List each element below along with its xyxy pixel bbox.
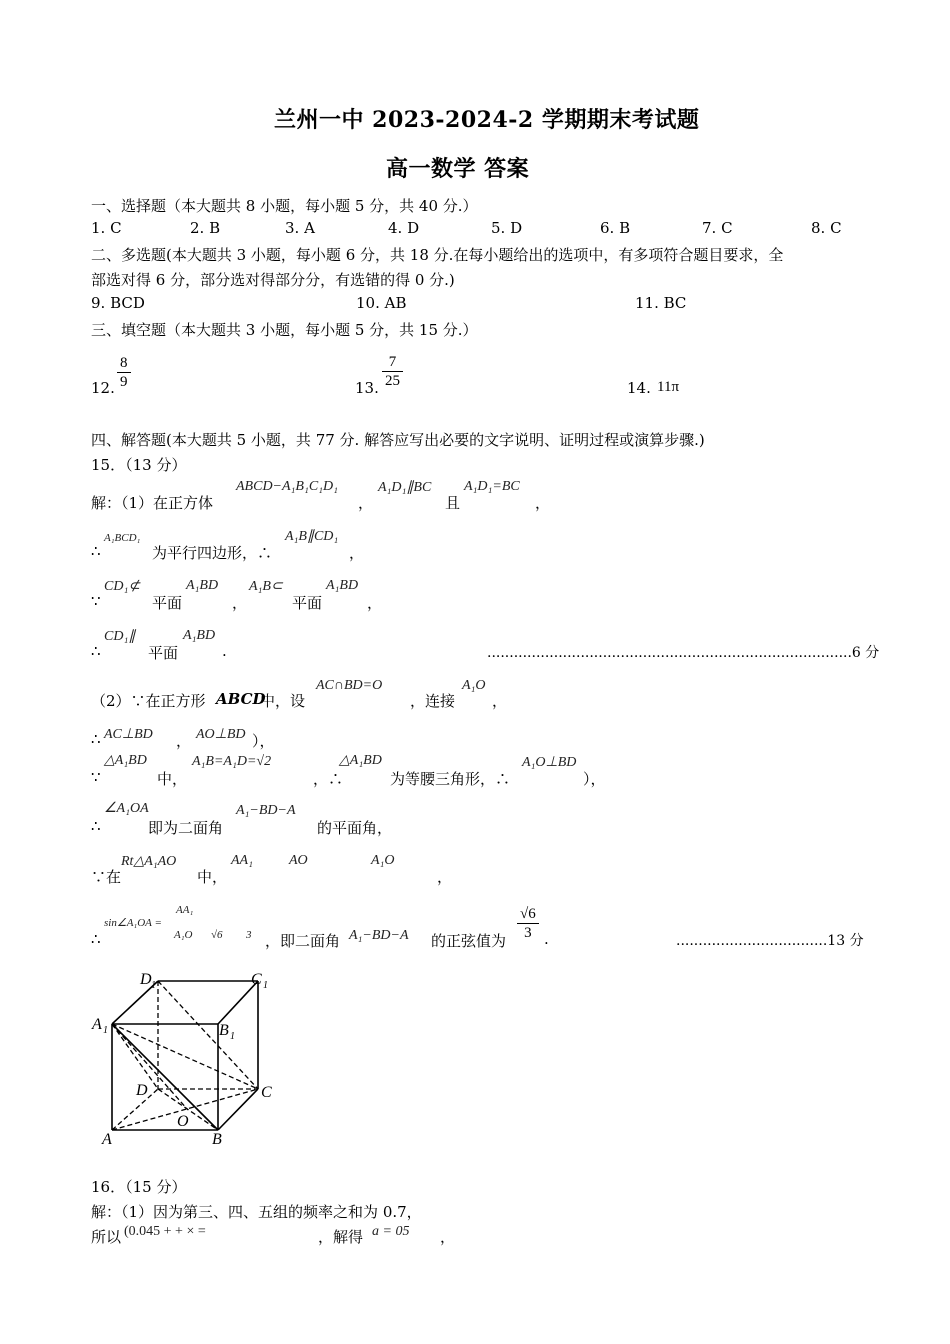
q15-line10-math5: 3 (246, 929, 252, 941)
q15-answer-fraction (517, 905, 539, 942)
answer-6: 6. B (600, 219, 631, 237)
answer-8: 8. C (811, 219, 842, 237)
label-B1-sub: 1 (230, 1031, 235, 1042)
q16-line2-math1: (0.045 + + × = (124, 1224, 206, 1239)
section2-heading-line1: 二、多选题(本大题共 3 小题，每小题 6 分，共 18 分.在每小题给出的选项中，有多项符合题目要求，全 (91, 246, 784, 264)
q15-line4-therefore: ∴ (91, 642, 101, 660)
q15-line3-comma: ， (232, 594, 248, 612)
q15-line5-connect: ，连接 (410, 692, 456, 710)
q15-line10-score: ..................................13 分 (676, 933, 864, 949)
q15-line5-square: ABCD (216, 690, 266, 708)
q16-line2-math2: a = 05 (372, 1224, 410, 1239)
edge-A-D (112, 1089, 158, 1130)
q15-line9-in: 中， (197, 868, 228, 886)
q15-line5-end: ， (492, 692, 508, 710)
q15-line2-end: ， (349, 544, 365, 562)
q15-line2-math2: A₁B∥CD₁ (285, 529, 339, 544)
q15-line8-therefore: ∴ (91, 817, 101, 835)
q15-line3-plane2: 平面 (292, 594, 323, 612)
q15-line6-math1: AC⊥BD (104, 727, 153, 742)
q15-line1-and: 且 (445, 494, 461, 512)
q12-fraction (117, 354, 131, 391)
q15-line7-math3: △A₁BD (339, 753, 382, 768)
diag-A1-C (112, 1024, 258, 1089)
q15-line9-math2: AA₁ (231, 853, 253, 868)
q15-line3-end: ， (367, 594, 383, 612)
q15-answer-numerator: √6 (517, 905, 539, 924)
label-D: D (136, 1082, 148, 1099)
label-C1-sub: 1 (263, 980, 268, 991)
q13-label: 13. (355, 379, 379, 397)
q15-line7-math1: △A₁BD (104, 753, 147, 768)
answer-1: 1. C (91, 219, 122, 237)
q12-label: 12. (91, 379, 115, 397)
q15-label: 15．（13 分） (91, 456, 187, 474)
q15-line10-period: . (544, 930, 549, 948)
q14-value: 11π (657, 379, 680, 395)
answer-3: 3. A (285, 219, 315, 237)
q15-line10-math2: AA₁ (176, 904, 194, 916)
cube-figure (88, 965, 288, 1150)
q15-line6-therefore: ∴ (91, 730, 101, 748)
q15-line8-end: 的平面角， (317, 819, 393, 837)
section2-heading-line2: 部选对得 6 分，部分选对得部分分，有选错的得 0 分.) (91, 271, 455, 289)
q15-line1-math2: A₁D₁∥BC (378, 480, 432, 495)
q13-numerator: 7 (382, 353, 403, 372)
q15-line6-math2: AO⊥BD (196, 727, 246, 742)
q15-line8-math2: A₁−BD−A (236, 803, 296, 818)
q15-line7-in: 中， (157, 770, 188, 788)
q15-line4-plane: 平面 (148, 644, 179, 662)
q15-line10-math6: A₁−BD−A (349, 928, 409, 943)
q15-line5-mid: 中，设 (260, 692, 306, 710)
q15-line7-isosceles: 为等腰三角形，∴ (390, 770, 511, 788)
q16-line2-solve: ，解得 (318, 1228, 364, 1246)
label-O: O (177, 1113, 189, 1130)
edge-A1-B (112, 1024, 218, 1130)
label-C: C (261, 1084, 272, 1101)
q13-fraction (382, 353, 403, 390)
q15-line3-plane1: 平面 (152, 594, 183, 612)
q16-line2-so: 所以 (91, 1228, 122, 1246)
q16-label: 16．（15 分） (91, 1178, 187, 1196)
q15-line4-score: ..................................................................................6 分 (487, 645, 880, 661)
label-A: A (102, 1131, 112, 1148)
q15-line9-math3: AO (289, 853, 308, 868)
q15-line3-math4: A₁BD (326, 578, 359, 593)
q15-line4-math1: CD₁∥ (104, 629, 136, 644)
q15-line5-text: （2）∵在正方形 (91, 692, 206, 710)
section1-heading: 一、选择题（本大题共 8 小题，每小题 5 分，共 40 分.） (91, 197, 478, 215)
q15-line2-math1: A₁BCD₁ (104, 532, 141, 544)
q15-line6-end: ）， (252, 732, 275, 750)
q15-line3-because: ∵ (91, 592, 101, 610)
q15-line7-math2: A₁B=A₁D=√2 (192, 754, 272, 769)
page-title: 兰州一中 2023-2024-2 学期期末考试题 (274, 107, 700, 133)
label-B: B (212, 1131, 222, 1148)
q15-line4-math2: A₁BD (183, 628, 216, 643)
answer-7: 7. C (702, 219, 733, 237)
answer-2: 2. B (190, 219, 221, 237)
q15-line1-text: 解：（1）在正方体 (91, 494, 214, 512)
label-B1: B (219, 1022, 229, 1039)
q15-line10-sine: 的正弦值为 (431, 932, 507, 950)
q15-line8-math1: ∠A₁OA (104, 801, 149, 816)
page-subtitle: 高一数学 答案 (386, 156, 530, 182)
q16-line2-end: ， (440, 1228, 456, 1246)
answer-4: 4. D (388, 219, 420, 237)
q15-line1-math1: ABCD−A₁B₁C₁D₁ (236, 479, 339, 494)
diag-A1-O (112, 1024, 188, 1110)
q15-line8-text: 即为二面角 (148, 819, 224, 837)
q15-line4-period: . (222, 642, 227, 660)
q15-line9-math4: A₁O (371, 853, 395, 868)
q15-line3-math2: A₁BD (186, 578, 219, 593)
q15-line10-math3: A₁O (174, 929, 193, 941)
q15-line7-therefore: ，∴ (313, 770, 344, 788)
label-D1: D (140, 971, 152, 988)
q15-line10-therefore: ∴ (91, 930, 101, 948)
q15-line10-text: ，即二面角 (265, 932, 341, 950)
q15-line1-math3: A₁D₁=BC (464, 479, 520, 494)
label-C1: C (251, 971, 262, 988)
q15-line9-because: ∵在 (91, 868, 122, 886)
q15-line7-because: ∵ (91, 768, 101, 786)
q15-answer-denominator: 3 (524, 925, 532, 941)
q13-denominator: 25 (385, 373, 400, 389)
q15-line2-therefore: ∴ (91, 542, 101, 560)
q15-line9-math1: Rt△A₁AO (121, 854, 177, 869)
q15-line5-math1: AC∩BD=O (316, 678, 383, 693)
q15-line9-end: ， (437, 868, 453, 886)
section3-heading: 三、填空题（本大题共 3 小题，每小题 5 分，共 15 分.） (91, 321, 478, 339)
q15-line10-math4: √6 (211, 929, 223, 941)
q15-line3-math1: CD₁⊄ (104, 579, 141, 594)
section4-heading: 四、解答题(本大题共 5 小题，共 77 分. 解答应写出必要的文字说明、证明过程或演算步骤.) (91, 431, 705, 449)
q15-line1-end: ， (535, 494, 551, 512)
q16-line1: 解：（1）因为第三、四、五组的频率之和为 0.7， (91, 1203, 422, 1221)
q12-denominator: 9 (120, 374, 128, 390)
q15-line3-math3: A₁B⊂ (249, 579, 283, 594)
label-D1-sub: 1 (151, 980, 156, 991)
q14-label: 14. (627, 379, 651, 397)
q15-line10-math1: sin∠A₁OA = (104, 917, 162, 929)
q15-line7-end: ）， (583, 770, 606, 788)
q15-line1-comma: ， (358, 494, 374, 512)
answer-9: 9. BCD (91, 294, 145, 312)
q15-line2-text: 为平行四边形，∴ (152, 544, 273, 562)
label-A1-sub: 1 (103, 1025, 108, 1036)
answer-11: 11. BC (635, 294, 687, 312)
q15-line7-math4: A₁O⊥BD (522, 755, 577, 770)
answer-5: 5. D (491, 219, 523, 237)
q15-line6-comma: ， (176, 732, 192, 750)
q15-line5-math2: A₁O (462, 678, 486, 693)
label-A1: A (92, 1016, 102, 1033)
q12-numerator: 8 (117, 354, 131, 373)
answer-10: 10. AB (356, 294, 407, 312)
